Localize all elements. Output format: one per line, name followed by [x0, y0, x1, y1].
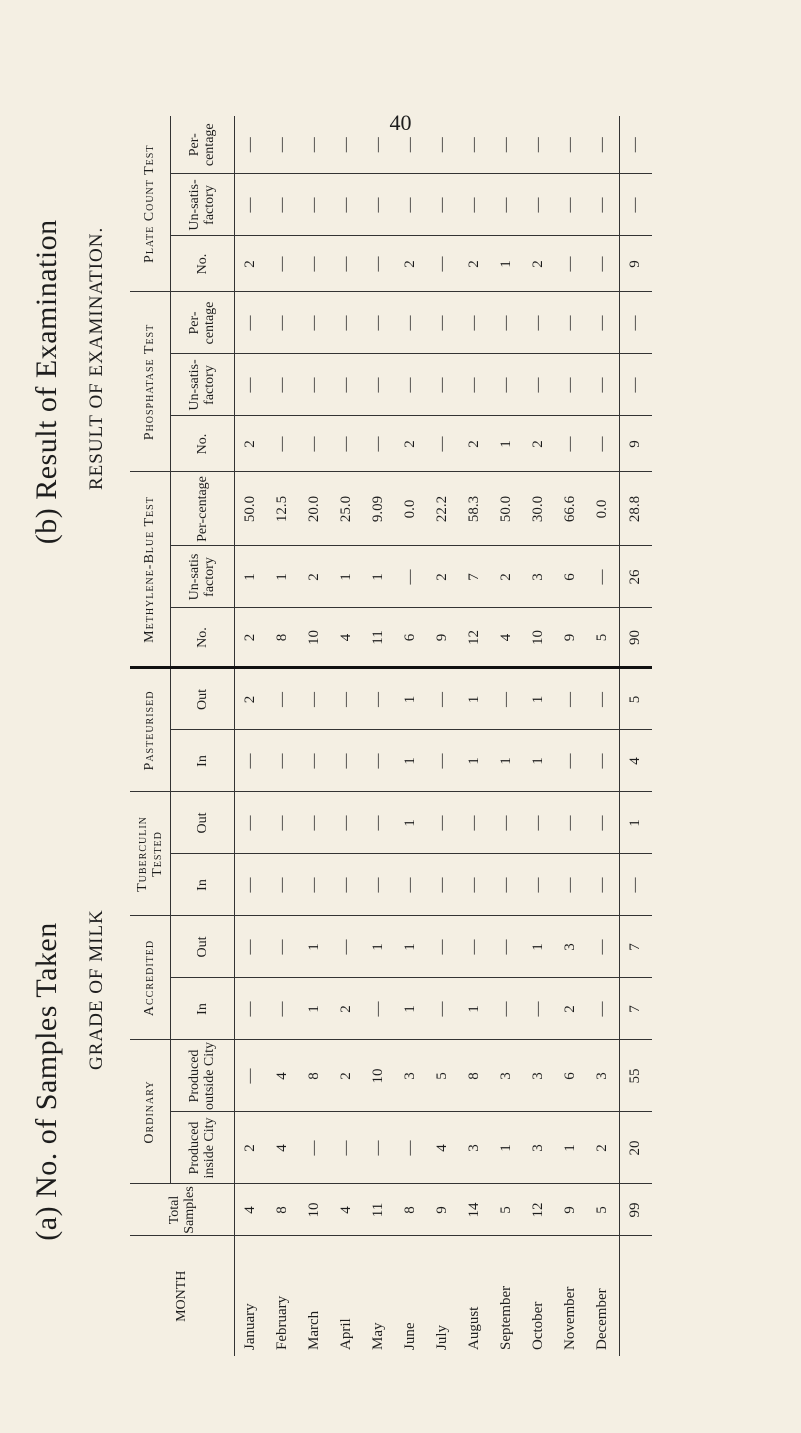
cell-pc-pct: —: [555, 116, 587, 174]
cell-tt-in: —: [427, 854, 459, 916]
table-row: [555, 116, 587, 1356]
cell-mb-unsat: 2: [427, 546, 459, 608]
cell-ord-in: 1: [555, 1112, 587, 1184]
cell-ph-no: —: [363, 416, 395, 472]
cell-tt-in: —: [267, 854, 299, 916]
cell-ord-out: —: [234, 1040, 267, 1112]
cell-ord-in: —: [363, 1112, 395, 1184]
cell-ord-in: 20: [619, 1112, 652, 1184]
cell-mb-pct: 50.0: [491, 472, 523, 546]
header-tuberculin-out: Out: [170, 792, 234, 854]
cell-ph-pct: —: [555, 292, 587, 354]
cell-pc-no: 2: [395, 236, 427, 292]
cell-ord-out: 6: [555, 1040, 587, 1112]
cell-ord-out: 3: [491, 1040, 523, 1112]
cell-ord-out: 3: [587, 1040, 620, 1112]
cell-mb-pct: 20.0: [299, 472, 331, 546]
cell-ph-no: 1: [491, 416, 523, 472]
cell-mb-unsat: 2: [299, 546, 331, 608]
cell-past-out: —: [587, 668, 620, 730]
cell-ord-in: 2: [587, 1112, 620, 1184]
cell-pc-unsat: —: [587, 174, 620, 236]
cell-mb-no: 4: [331, 608, 363, 668]
cell-acc-out: —: [427, 916, 459, 978]
header-accredited-in: In: [170, 978, 234, 1040]
cell-past-out: 1: [395, 668, 427, 730]
cell-past-in: —: [587, 730, 620, 792]
cell-ph-pct: —: [427, 292, 459, 354]
cell-ord-out: 55: [619, 1040, 652, 1112]
cell-pc-pct: —: [299, 116, 331, 174]
cell-acc-out: 1: [363, 916, 395, 978]
cell-tt-out: —: [427, 792, 459, 854]
cell-tt-in: —: [459, 854, 491, 916]
cell-ph-no: 9: [619, 416, 652, 472]
cell-pc-no: —: [555, 236, 587, 292]
cell-ord-out: 8: [299, 1040, 331, 1112]
cell-total: 9: [427, 1184, 459, 1236]
cell-total: 4: [234, 1184, 267, 1236]
cell-past-in: —: [331, 730, 363, 792]
cell-pc-unsat: —: [427, 174, 459, 236]
cell-acc-in: 2: [555, 978, 587, 1040]
table-body: [234, 116, 619, 1356]
cell-past-out: —: [331, 668, 363, 730]
cell-mb-pct: 50.0: [234, 472, 267, 546]
header-pc-percentage: Per-centage: [170, 116, 234, 174]
cell-past-out: —: [267, 668, 299, 730]
cell-ord-out: 4: [267, 1040, 299, 1112]
cell-mb-no: 6: [395, 608, 427, 668]
header-plate-count-test: Plate Count Test: [130, 116, 170, 292]
cell-ph-unsat: —: [234, 354, 267, 416]
header-mb-unsatisfactory: Un-satis factory: [170, 546, 234, 608]
cell-past-out: —: [299, 668, 331, 730]
month-label: May: [370, 1322, 386, 1350]
cell-mb-pct: 66.6: [555, 472, 587, 546]
cell-acc-out: 7: [619, 916, 652, 978]
cell-mb-no: 2: [234, 608, 267, 668]
header-mb-percentage: Per-centage: [170, 472, 234, 546]
cell-past-in: 4: [619, 730, 652, 792]
cell-acc-in: —: [491, 978, 523, 1040]
cell-ph-no: —: [427, 416, 459, 472]
cell-mb-unsat: 2: [491, 546, 523, 608]
cell-past-out: —: [491, 668, 523, 730]
cell-ord-out: 3: [523, 1040, 555, 1112]
cell-ph-no: —: [555, 416, 587, 472]
title-result-of-examination: RESULT OF EXAMINATION.: [86, 226, 107, 490]
cell-acc-out: —: [587, 916, 620, 978]
header-produced-inside-city: Produced inside City: [170, 1112, 234, 1184]
cell-pc-unsat: —: [491, 174, 523, 236]
cell-pc-unsat: —: [459, 174, 491, 236]
cell-tt-out: —: [491, 792, 523, 854]
month-label: October: [530, 1301, 546, 1350]
cell-pc-no: —: [363, 236, 395, 292]
header-tuberculin-in: In: [170, 854, 234, 916]
cell-tt-in: —: [395, 854, 427, 916]
cell-acc-out: 3: [555, 916, 587, 978]
cell-ord-out: 5: [427, 1040, 459, 1112]
cell-acc-out: —: [267, 916, 299, 978]
cell-past-in: 1: [491, 730, 523, 792]
cell-ord-in: 4: [267, 1112, 299, 1184]
cell-pc-unsat: —: [619, 174, 652, 236]
table-row: [587, 116, 620, 1356]
cell-mb-unsat: 26: [619, 546, 652, 608]
cell-pc-pct: —: [459, 116, 491, 174]
cell-mb-pct: 9.09: [363, 472, 395, 546]
cell-ord-out: 2: [331, 1040, 363, 1112]
cell-mb-no: 5: [587, 608, 620, 668]
cell-pc-unsat: —: [523, 174, 555, 236]
cell-ph-unsat: —: [459, 354, 491, 416]
cell-acc-in: 1: [299, 978, 331, 1040]
header-pasteurised-in: In: [170, 730, 234, 792]
cell-acc-out: 1: [299, 916, 331, 978]
cell-past-out: 2: [234, 668, 267, 730]
cell-total: 8: [267, 1184, 299, 1236]
cell-pc-unsat: —: [299, 174, 331, 236]
cell-ord-in: —: [395, 1112, 427, 1184]
cell-past-out: —: [363, 668, 395, 730]
cell-ph-unsat: —: [491, 354, 523, 416]
cell-pc-pct: —: [395, 116, 427, 174]
cell-ph-unsat: —: [427, 354, 459, 416]
cell-pc-no: —: [331, 236, 363, 292]
cell-pc-no: —: [267, 236, 299, 292]
cell-ph-pct: —: [523, 292, 555, 354]
cell-mb-unsat: 3: [523, 546, 555, 608]
totals-label: [619, 1236, 652, 1356]
cell-acc-in: —: [234, 978, 267, 1040]
cell-total: 5: [587, 1184, 620, 1236]
cell-tt-out: 1: [619, 792, 652, 854]
cell-tt-out: —: [363, 792, 395, 854]
cell-pc-pct: —: [234, 116, 267, 174]
cell-ph-unsat: —: [587, 354, 620, 416]
cell-past-in: —: [363, 730, 395, 792]
rotated-table-page: [30, 60, 770, 1400]
cell-mb-pct: 30.0: [523, 472, 555, 546]
cell-mb-unsat: 7: [459, 546, 491, 608]
cell-tt-out: —: [331, 792, 363, 854]
cell-acc-in: —: [267, 978, 299, 1040]
cell-acc-in: 1: [459, 978, 491, 1040]
table-row: [299, 116, 331, 1356]
cell-mb-unsat: 1: [363, 546, 395, 608]
cell-ph-unsat: —: [363, 354, 395, 416]
header-accredited-out: Out: [170, 916, 234, 978]
cell-tt-in: —: [619, 854, 652, 916]
cell-mb-no: 90: [619, 608, 652, 668]
table-row: [459, 116, 491, 1356]
cell-ph-unsat: —: [619, 354, 652, 416]
table-row: [267, 116, 299, 1356]
cell-ph-unsat: —: [299, 354, 331, 416]
cell-pc-unsat: —: [267, 174, 299, 236]
month-label: December: [594, 1288, 610, 1350]
cell-pc-pct: —: [619, 116, 652, 174]
cell-past-in: —: [267, 730, 299, 792]
month-label: November: [562, 1286, 578, 1350]
cell-mb-unsat: —: [587, 546, 620, 608]
cell-mb-pct: 12.5: [267, 472, 299, 546]
cell-ph-pct: —: [267, 292, 299, 354]
heading-result-of-examination: (b) Result of Examination: [30, 219, 63, 545]
header-pc-no: No.: [170, 236, 234, 292]
cell-past-out: —: [555, 668, 587, 730]
cell-pc-no: 9: [619, 236, 652, 292]
totals-row: [619, 116, 652, 1356]
table-headings: [30, 60, 64, 1400]
cell-ord-in: —: [299, 1112, 331, 1184]
header-pc-unsatisfactory: Un-satis-factory: [170, 174, 234, 236]
cell-past-in: 1: [459, 730, 491, 792]
milk-samples-table: [130, 116, 652, 1356]
table-row: [427, 116, 459, 1356]
header-pasteurised-out: Out: [170, 668, 234, 730]
cell-ph-pct: —: [331, 292, 363, 354]
cell-mb-pct: 0.0: [587, 472, 620, 546]
table-row: [363, 116, 395, 1356]
cell-mb-pct: 22.2: [427, 472, 459, 546]
header-pasteurised: Pasteurised: [130, 668, 170, 792]
cell-pc-unsat: —: [395, 174, 427, 236]
cell-ph-no: 2: [523, 416, 555, 472]
cell-ph-no: —: [587, 416, 620, 472]
cell-tt-out: —: [234, 792, 267, 854]
cell-total: 9: [555, 1184, 587, 1236]
cell-mb-no: 10: [523, 608, 555, 668]
cell-mb-pct: 28.8: [619, 472, 652, 546]
month-label: February: [274, 1295, 290, 1350]
cell-acc-out: 1: [523, 916, 555, 978]
cell-mb-unsat: 6: [555, 546, 587, 608]
cell-acc-out: 1: [395, 916, 427, 978]
cell-ord-out: 8: [459, 1040, 491, 1112]
cell-tt-in: —: [491, 854, 523, 916]
cell-mb-no: 8: [267, 608, 299, 668]
cell-ph-unsat: —: [523, 354, 555, 416]
cell-ord-in: 3: [523, 1112, 555, 1184]
cell-tt-out: —: [587, 792, 620, 854]
cell-pc-pct: —: [523, 116, 555, 174]
cell-past-in: 1: [395, 730, 427, 792]
cell-acc-out: —: [331, 916, 363, 978]
cell-pc-no: 1: [491, 236, 523, 292]
cell-acc-in: —: [587, 978, 620, 1040]
month-label: January: [242, 1303, 258, 1350]
cell-ord-out: 3: [395, 1040, 427, 1112]
cell-past-out: 5: [619, 668, 652, 730]
cell-ph-no: —: [299, 416, 331, 472]
cell-pc-no: —: [587, 236, 620, 292]
cell-pc-unsat: —: [555, 174, 587, 236]
cell-pc-no: 2: [459, 236, 491, 292]
cell-acc-out: —: [234, 916, 267, 978]
cell-pc-no: 2: [523, 236, 555, 292]
header-ordinary: Ordinary: [130, 1040, 170, 1184]
month-label: March: [306, 1310, 322, 1350]
cell-acc-in: —: [363, 978, 395, 1040]
cell-acc-out: —: [459, 916, 491, 978]
header-ph-unsatisfactory: Un-satis-factory: [170, 354, 234, 416]
cell-ph-pct: —: [299, 292, 331, 354]
heading-samples-taken: (a) No. of Samples Taken: [30, 922, 63, 1241]
cell-tt-in: —: [331, 854, 363, 916]
cell-acc-in: 1: [395, 978, 427, 1040]
cell-tt-out: 1: [395, 792, 427, 854]
cell-mb-no: 12: [459, 608, 491, 668]
table-row: [331, 116, 363, 1356]
month-label: June: [402, 1322, 418, 1350]
cell-tt-out: —: [299, 792, 331, 854]
cell-ph-pct: —: [395, 292, 427, 354]
cell-ph-no: 2: [395, 416, 427, 472]
cell-ph-no: 2: [234, 416, 267, 472]
header-phosphatase-test: Phosphatase Test: [130, 292, 170, 472]
cell-ph-no: —: [267, 416, 299, 472]
cell-pc-no: —: [427, 236, 459, 292]
cell-tt-out: —: [523, 792, 555, 854]
cell-mb-unsat: 1: [331, 546, 363, 608]
cell-mb-no: 4: [491, 608, 523, 668]
cell-pc-pct: —: [491, 116, 523, 174]
cell-acc-in: —: [427, 978, 459, 1040]
cell-ph-pct: —: [363, 292, 395, 354]
table-row: [395, 116, 427, 1356]
cell-pc-unsat: —: [234, 174, 267, 236]
section-titles: [86, 60, 116, 1400]
cell-mb-pct: 25.0: [331, 472, 363, 546]
cell-ord-in: 4: [427, 1112, 459, 1184]
cell-pc-pct: —: [267, 116, 299, 174]
cell-total: 10: [299, 1184, 331, 1236]
cell-tt-in: —: [555, 854, 587, 916]
cell-ph-no: —: [331, 416, 363, 472]
cell-total: 5: [491, 1184, 523, 1236]
cell-past-in: 1: [523, 730, 555, 792]
cell-acc-in: 2: [331, 978, 363, 1040]
cell-pc-pct: —: [331, 116, 363, 174]
header-methylene-blue-test: Methylene-Blue Test: [130, 472, 170, 668]
cell-tt-in: —: [234, 854, 267, 916]
table-row: [491, 116, 523, 1356]
cell-tt-out: —: [267, 792, 299, 854]
cell-past-in: —: [555, 730, 587, 792]
cell-ph-unsat: —: [395, 354, 427, 416]
month-label: September: [498, 1285, 514, 1350]
header-total-samples: Total Samples: [130, 1184, 234, 1236]
cell-ph-no: 2: [459, 416, 491, 472]
cell-pc-unsat: —: [363, 174, 395, 236]
cell-ord-in: 2: [234, 1112, 267, 1184]
cell-pc-no: —: [299, 236, 331, 292]
cell-ph-unsat: —: [555, 354, 587, 416]
cell-ph-pct: —: [459, 292, 491, 354]
header-accredited: Accredited: [130, 916, 170, 1040]
cell-tt-in: —: [363, 854, 395, 916]
cell-past-out: 1: [459, 668, 491, 730]
cell-ph-pct: —: [234, 292, 267, 354]
cell-total: 99: [619, 1184, 652, 1236]
page-number: 40: [389, 110, 412, 135]
cell-total: 4: [331, 1184, 363, 1236]
cell-tt-out: —: [459, 792, 491, 854]
cell-past-in: —: [234, 730, 267, 792]
cell-mb-unsat: 1: [234, 546, 267, 608]
cell-mb-no: 9: [427, 608, 459, 668]
cell-ord-in: —: [331, 1112, 363, 1184]
cell-past-out: 1: [523, 668, 555, 730]
cell-tt-in: —: [587, 854, 620, 916]
cell-mb-no: 11: [363, 608, 395, 668]
header-ph-percentage: Per-centage: [170, 292, 234, 354]
cell-pc-pct: —: [363, 116, 395, 174]
cell-total: 11: [363, 1184, 395, 1236]
cell-past-in: —: [299, 730, 331, 792]
header-mb-no: No.: [170, 608, 234, 668]
cell-mb-unsat: —: [395, 546, 427, 608]
header-produced-outside-city: Produced outside City: [170, 1040, 234, 1112]
cell-mb-no: 9: [555, 608, 587, 668]
cell-mb-pct: 0.0: [395, 472, 427, 546]
month-label: July: [434, 1324, 450, 1350]
cell-ph-unsat: —: [267, 354, 299, 416]
cell-past-out: —: [427, 668, 459, 730]
cell-pc-pct: —: [427, 116, 459, 174]
cell-ph-pct: —: [587, 292, 620, 354]
cell-pc-pct: —: [587, 116, 620, 174]
title-grade-of-milk: GRADE OF MILK: [86, 909, 107, 1070]
header-ph-no: No.: [170, 416, 234, 472]
cell-total: 14: [459, 1184, 491, 1236]
cell-ord-in: 3: [459, 1112, 491, 1184]
cell-tt-in: —: [299, 854, 331, 916]
cell-pc-unsat: —: [331, 174, 363, 236]
table-row: [523, 116, 555, 1356]
month-label: August: [466, 1306, 482, 1350]
cell-ph-pct: —: [491, 292, 523, 354]
cell-acc-in: —: [523, 978, 555, 1040]
cell-past-in: —: [427, 730, 459, 792]
cell-mb-unsat: 1: [267, 546, 299, 608]
cell-total: 8: [395, 1184, 427, 1236]
cell-ph-unsat: —: [331, 354, 363, 416]
month-label: April: [338, 1318, 354, 1350]
cell-acc-in: 7: [619, 978, 652, 1040]
cell-ord-in: 1: [491, 1112, 523, 1184]
cell-tt-out: —: [555, 792, 587, 854]
cell-total: 12: [523, 1184, 555, 1236]
cell-acc-out: —: [491, 916, 523, 978]
cell-mb-no: 10: [299, 608, 331, 668]
cell-pc-no: 2: [234, 236, 267, 292]
table-row: [234, 116, 267, 1356]
cell-mb-pct: 58.3: [459, 472, 491, 546]
header-month: MONTH: [174, 1270, 190, 1322]
header-tuberculin-tested: Tuberculin Tested: [130, 792, 170, 916]
cell-ord-out: 10: [363, 1040, 395, 1112]
cell-tt-in: —: [523, 854, 555, 916]
cell-ph-pct: —: [619, 292, 652, 354]
